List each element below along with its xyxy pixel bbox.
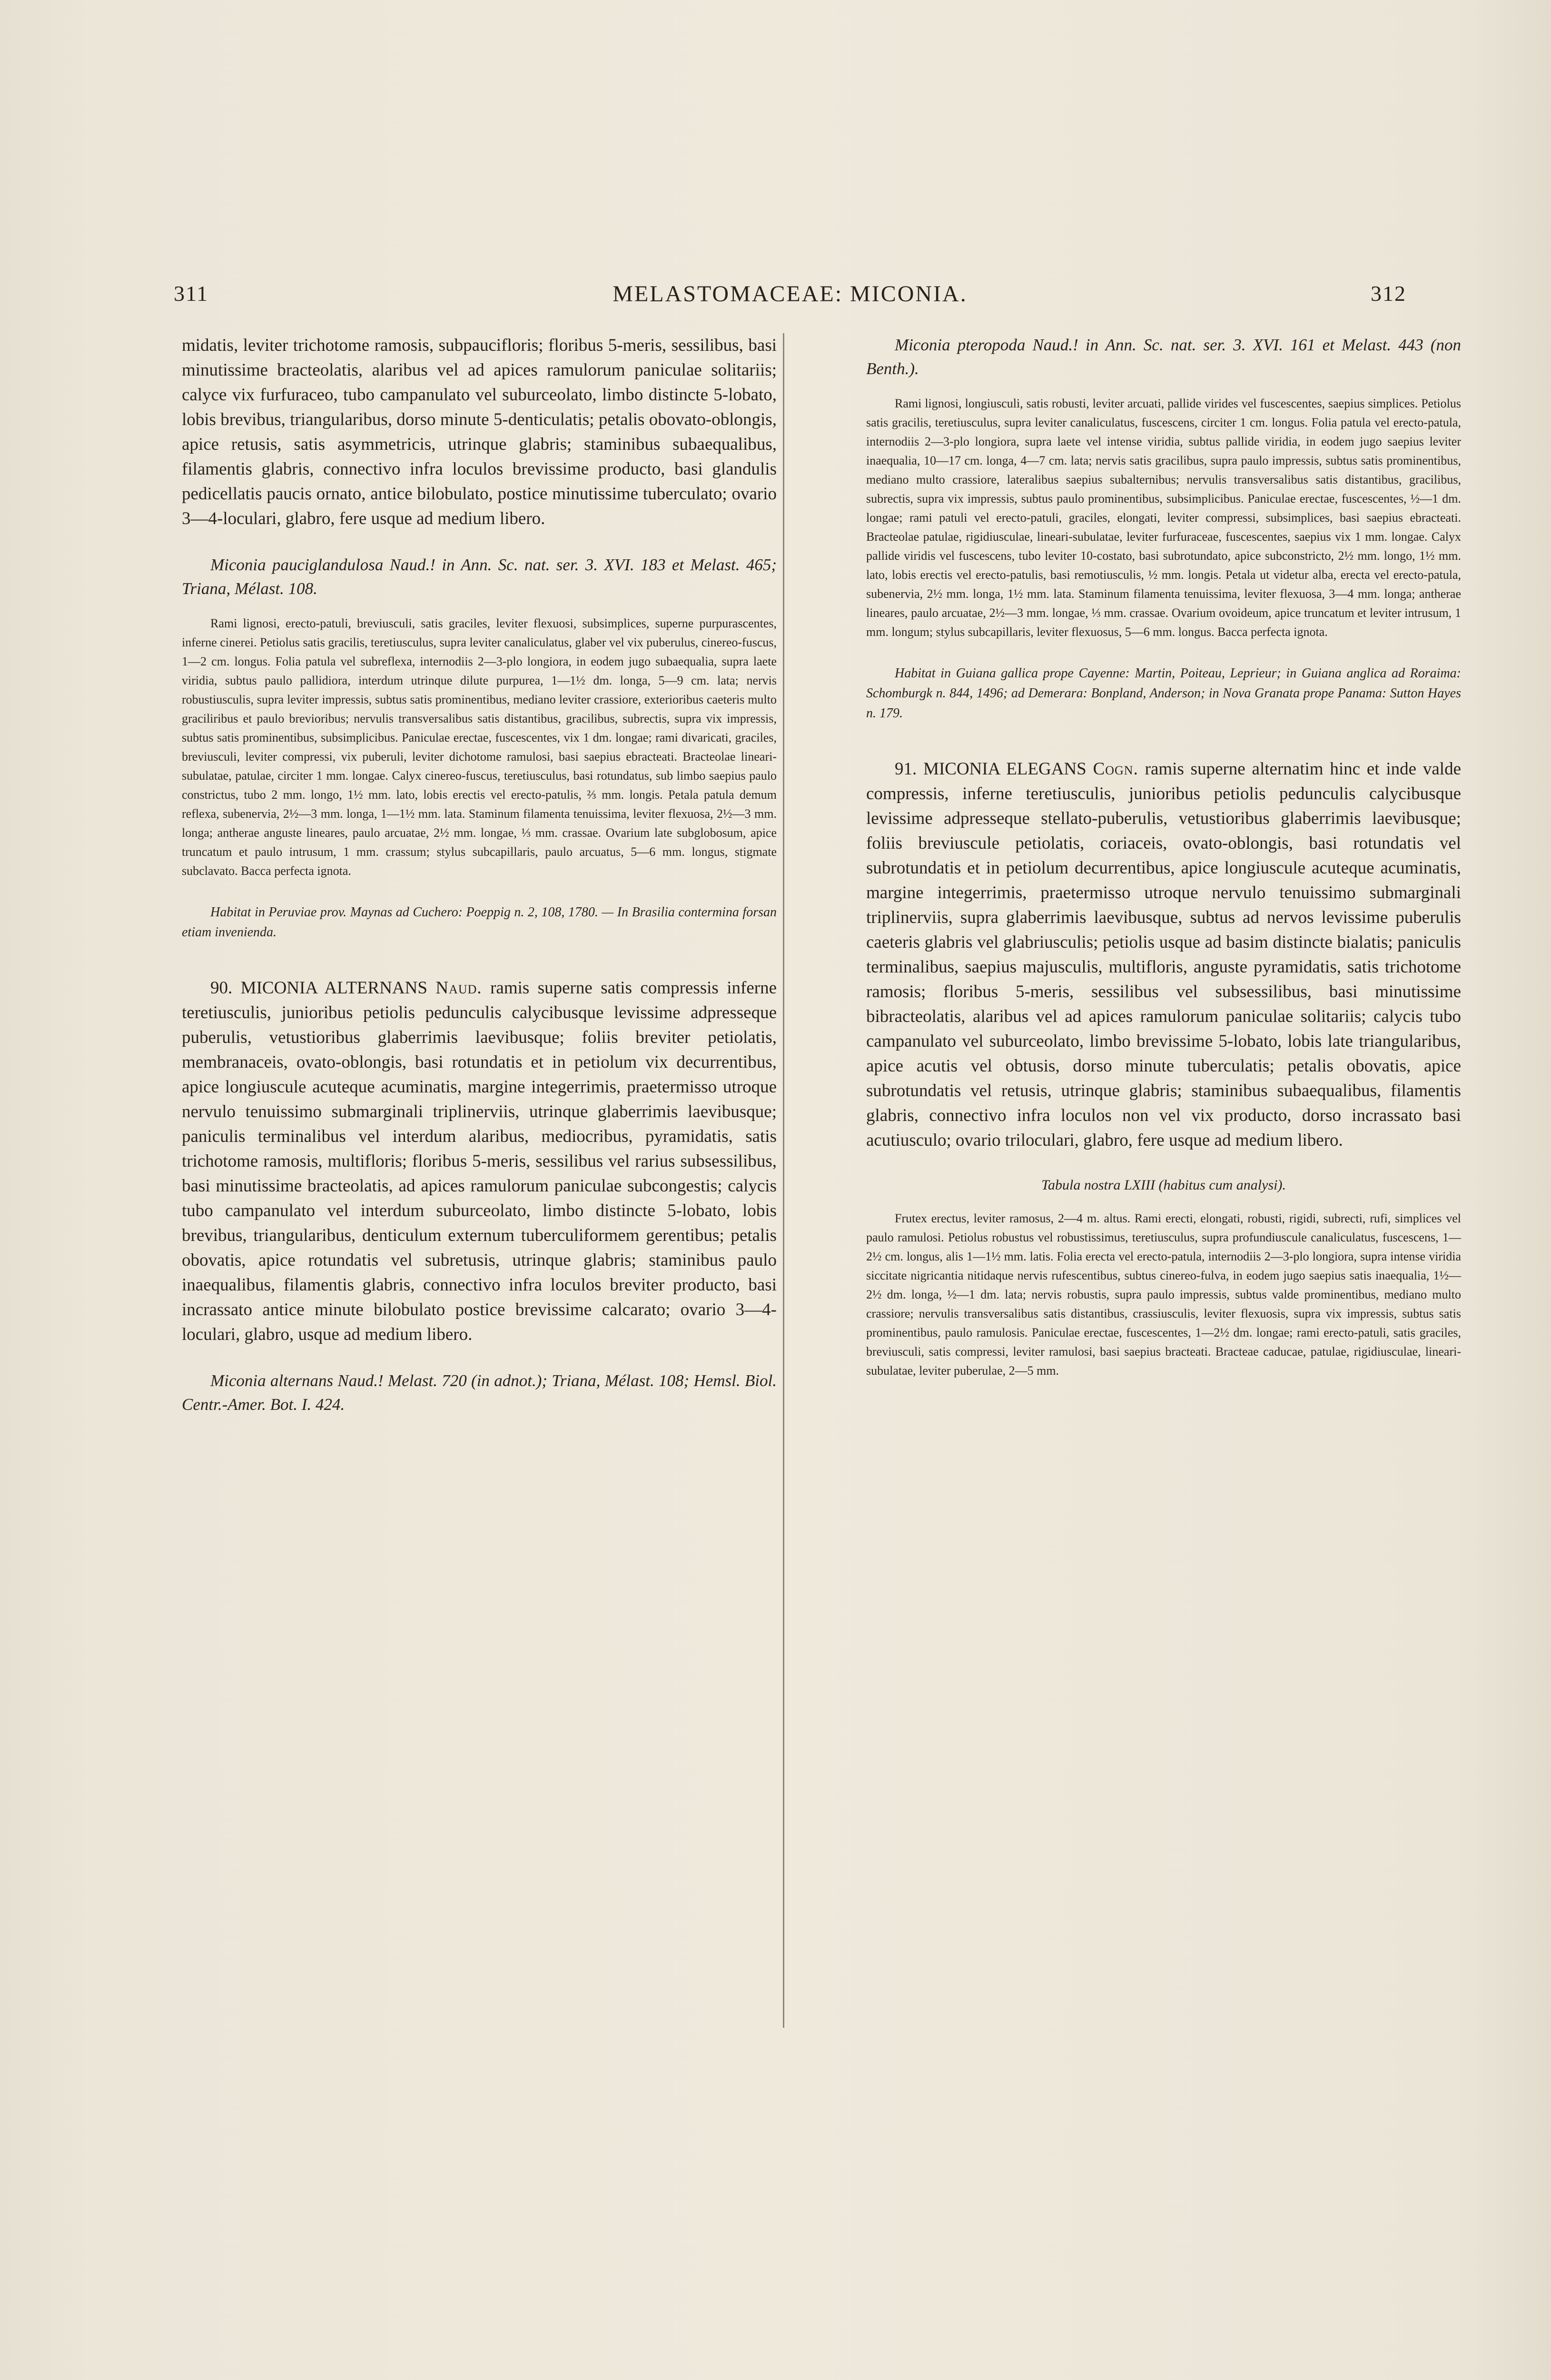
column-divider: [783, 333, 784, 2028]
plate-caption: Tabula nostra LXIII (habitus cum analysi).: [1041, 1177, 1286, 1193]
species-90-description: ramis superne satis compressis inferne teretiusculis, junioribus petiolis pedunculis calycibusque levissime adpresseque puberulis, vetustioribus glaberrimis laevibusque; foliis breviter petiolatis, membranaceis, ovato-oblongis, basi rotundatis et in petiolum vix decurrentibus, apice longiuscule acuteque acuminatis, margine integerrimis, praetermisso utroque nervulo tenuissimo submarginali triplinerviis, utrinque glaberrimis laevibusque; paniculis terminalibus vel interdum alaribus, mediocribus, pyramidatis, satis trichotome ramosis, multifloris; floribus 5-meris, sessilibus vel rarius subsessilibus, basi minutissime bracteolatis, ad apices ramulorum paniculae subcongestis; calycis tubo campanulato vel interdum suburceolato, limbo distincte 5-lobato, lobis brevibus, triangularibus, denticulum externum tuberculiformem gerentibus; petalis obovatis, apice rotundatis vel subretusis, utrinque glabris; staminibus paulo inaequalibus, filamentis glabris, connectivo infra loculos breviter producto, basi incrassato antice minute bilobulato postice brevissime calcarato; ovario 3—4-loculari, glabro, usque ad medium libero.: [182, 978, 777, 1344]
species-90-entry: [182, 976, 777, 1347]
description-pauciglandulosa: Rami lignosi, erecto-patuli, breviusculi, satis graciles, leviter flexuosi, subsimplices, superne purpurascentes, inferne cinerei. Petiolus satis gracilis, teretiusculus, supra leviter canaliculatus, glaber vel vix puberulus, cinereo-fuscus, 1—2 cm. longus. Folia patula vel subreflexa, internodiis 2—3-plo longiora, in eodem jugo subaequalia, supra laete viridia, subtus paulo pallidiora, interdum utrinque dilute purpurea, 1—1½ dm. longa, 5—9 cm. lata; nervis robustiusculis, supra leviter impressis, subtus satis prominentibus, mediano leviter crassiore, exterioribus caeteris multo graciliribus et paulo brevioribus; nervulis transversalibus satis distantibus, gracilibus, subrectis, supra vix impressis, subtus satis prominentibus, subsimplicibus. Paniculae erectae, fuscescentes, vix 1 dm. longae; rami divaricati, graciles, breviusculi, leviter compressi, vix puberuli, leviter dichotome ramulosi, basi saepius ebracteati. Bracteolae lineari-subulatae, patulae, circiter 1 mm. longae. Calyx cinereo-fuscus, teretiusculus, basi rotundatus, sub limbo saepius paulo constrictus, tubo 2 mm. longo, 1½ mm. lato, lobis erectis vel erecto-patulis, ⅔ mm. longis. Petala patula demum reflexa, subenervia, 2½—3 mm. longa, 1—1½ mm. lata. Staminum filamenta tenuissima, leviter flexuosa, 2½—3 mm. longa; antherae anguste lineares, paulo arcuatae, 2½ mm. longae, ⅓ mm. crassae. Ovarium late subglobosum, apice truncatum et paulo intrusum, 1 mm. crassum; stylus subcapillaris, paulo arcuatus, 5—6 mm. longus, stigmate subclavato. Bacca perfecta ignota.: [182, 616, 777, 878]
citation-pteropoda: Miconia pteropoda Naud.! in Ann. Sc. nat. ser. 3. XVI. 161 et Melast. 443 (non Benth.).: [866, 336, 1461, 378]
right-column: [866, 333, 1461, 1380]
species-90-number: 90.: [210, 978, 233, 998]
species-91-entry: [866, 757, 1461, 1153]
running-title: MELASTOMACEAE: MICONIA.: [612, 281, 968, 307]
page-number-left: 311: [174, 281, 209, 306]
description-pteropoda: Rami lignosi, longiusculi, satis robusti, leviter arcuati, pallide virides vel fuscescentes, saepius simplices. Petiolus satis gracilis, teretiusculus, supra leviter canaliculatus, fuscescens, circiter 1 cm. longus. Folia patula vel erecto-patula, internodiis 2—3-plo longiora, supra laete vel intense viridia, subtus pallide viridia, in eodem jugo saepius leviter inaequalia, 10—17 cm. longa, 4—7 cm. lata; nervis satis gracilibus, supra paulo impressis, subtus satis prominentibus, mediano multo crassiore, lateralibus saepius subalternibus; nervulis transversalibus satis distantibus, gracilibus, subrectis, supra vix impressis, subtus paulo prominentibus, subsimplicibus. Paniculae erectae, fuscescentes, ½—1 dm. longae; rami patuli vel erecto-patuli, graciles, elongati, leviter compressi, subsimplices, basi saepius ebracteati. Bracteolae patulae, rigidiusculae, lineari-subulatae, leviter furfuraceae, fuscescentes, saepius vix 1 mm. longae. Calyx pallide viridis vel fuscescens, tubo leviter 10-costato, basi subrotundato, apice subconstricto, 2½ mm. longo, 1½ mm. lato, lobis erectis vel erecto-patulis, basi remotiusculis, ½ mm. longis. Petala ut videtur alba, erecta vel erecto-patula, subenervia, 2½ mm. longa, 1½ mm. lata. Staminum filamenta tenuissima, leviter flexuosa, 3—4 mm. longa; antherae lineares, paulo arcuatae, 2½—3 mm. longae, ⅓ mm. crassae. Ovarium ovoideum, apice truncatum et leviter intrusum, 1 mm. longum; stylus subcapillaris, leviter flexuosus, 5—6 mm. longus. Bacca perfecta ignota.: [866, 397, 1461, 639]
species-91-author: Cogn.: [1093, 759, 1138, 779]
page-number-right: 312: [1371, 281, 1406, 306]
species-91-number: 91.: [895, 759, 917, 779]
left-column: [182, 333, 777, 1417]
citation-alternans: Miconia alternans Naud.! Melast. 720 (in adnot.); Triana, Mélast. 108; Hemsl. Biol. Centr.-Amer. Bot. I. 424.: [182, 1371, 777, 1414]
species-90-author: Naud.: [435, 978, 482, 998]
species-91-name: MICONIA ELEGANS: [923, 759, 1087, 779]
habitat-pauciglandulosa: Habitat in Peruviae prov. Maynas ad Cuchero: Poeppig n. 2, 108, 1780. — In Brasilia contermina forsan etiam invenienda.: [182, 905, 777, 940]
habitat-pteropoda: Habitat in Guiana gallica prope Cayenne: Martin, Poiteau, Leprieur; in Guiana anglica ad Roraima: Schomburgk n. 844, 1496; ad Demerara: Bonpland, Anderson; in Nova Granata prope Panama: Sutton Hayes n. 179.: [866, 666, 1461, 721]
description-continued: midatis, leviter trichotome ramosis, subpaucifloris; floribus 5-meris, sessilibus, basi minutissime bracteolatis, alaribus vel ad apices ramulorum paniculae solitariis; calyce vix furfuraceo, tubo campanulato vel suburceolato, limbo distincte 5-lobato, lobis brevibus, triangularibus, dorso minute 5-denticulatis; petalis obovato-oblongis, apice retusis, satis asymmetricis, utrinque glabris; staminibus subaequalibus, filamentis glabris, connectivo infra loculos brevissime producto, basi glandulis pedicellatis paucis ornato, antice bilobulato, postice minutissime tuberculato; ovario 3—4-loculari, glabro, fere usque ad medium libero.: [182, 336, 777, 528]
description-elegans: Frutex erectus, leviter ramosus, 2—4 m. altus. Rami erecti, elongati, robusti, rigidi, subrecti, rufi, simplices vel paulo ramulosi. Petiolus robustus vel robustissimus, teretiusculus, supra profundiuscule canaliculatus, fuscescens, 1—2½ cm. longus, alis 1—1½ mm. latis. Folia erecta vel erecto-patula, internodiis 2—3-plo longiora, supra intense viridia siccitate nigricantia nitidaque nervis rufescentibus, subtus cinereo-fulva, in eodem jugo saepius satis inaequalia, 1½—2½ dm. longa, ½—1 dm. lata; nervis robustis, supra paulo impressis, subtus valde prominentibus, mediano multo crassiore; nervulis transversalibus satis distantibus, crassiusculis, leviter flexuosis, supra vix impressis, subtus satis prominentibus, paulo ramulosis. Paniculae erectae, fuscescentes, 1—2½ dm. longae; rami erecto-patuli, satis graciles, breviusculi, satis compressi, leviter ramulosi, basi saepius bracteati. Bracteae caducae, patulae, rigidiusculae, lineari-subulatae, leviter puberulae, 2—5 mm.: [866, 1211, 1461, 1378]
species-91-description: ramis superne alternatim hinc et inde valde compressis, inferne teretiusculis, junioribus petiolis pedunculis calycibusque levissime adpresseque stellato-puberulis, vetustioribus glaberrimis laevibusque; foliis breviuscule petiolatis, coriaceis, ovato-oblongis, basi rotundatis vel subrotundatis et in petiolum decurrentibus, apice longiuscule acuteque acuminatis, margine integerrimis, praetermisso utroque nervulo tenuissimo submarginali triplinerviis, supra glaberrimis laevibusque, subtus ad nervos levissime puberulis caeteris glabris vel glabriusculis; petiolis usque ad basim distincte bialatis; paniculis terminalibus, saepius majusculis, multifloris, anguste pyramidatis, satis trichotome ramosis; floribus 5-meris, sessilibus vel subsessilibus, basi minutissime bibracteolatis, alaribus vel ad apices ramulorum paniculae solitariis; calycis tubo campanulato vel suburceolato, limbo brevissime 5-lobato, lobis late triangularibus, apice acutis vel obtusis, dorso minute tuberculatis; petalis obovatis, apice subrotundatis vel retusis, utrinque glabris; staminibus subaequalibus, filamentis glabris, connectivo infra loculos non vel vix producto, dorso incrassato basi acutiusculo; ovario triloculari, glabro, fere usque ad medium libero.: [866, 759, 1461, 1150]
citation-pauciglandulosa: Miconia pauciglandulosa Naud.! in Ann. Sc. nat. ser. 3. XVI. 183 et Melast. 465; Triana, Mélast. 108.: [182, 555, 777, 598]
species-90-name: MICONIA ALTERNANS: [240, 978, 427, 998]
running-head: [174, 281, 1406, 319]
